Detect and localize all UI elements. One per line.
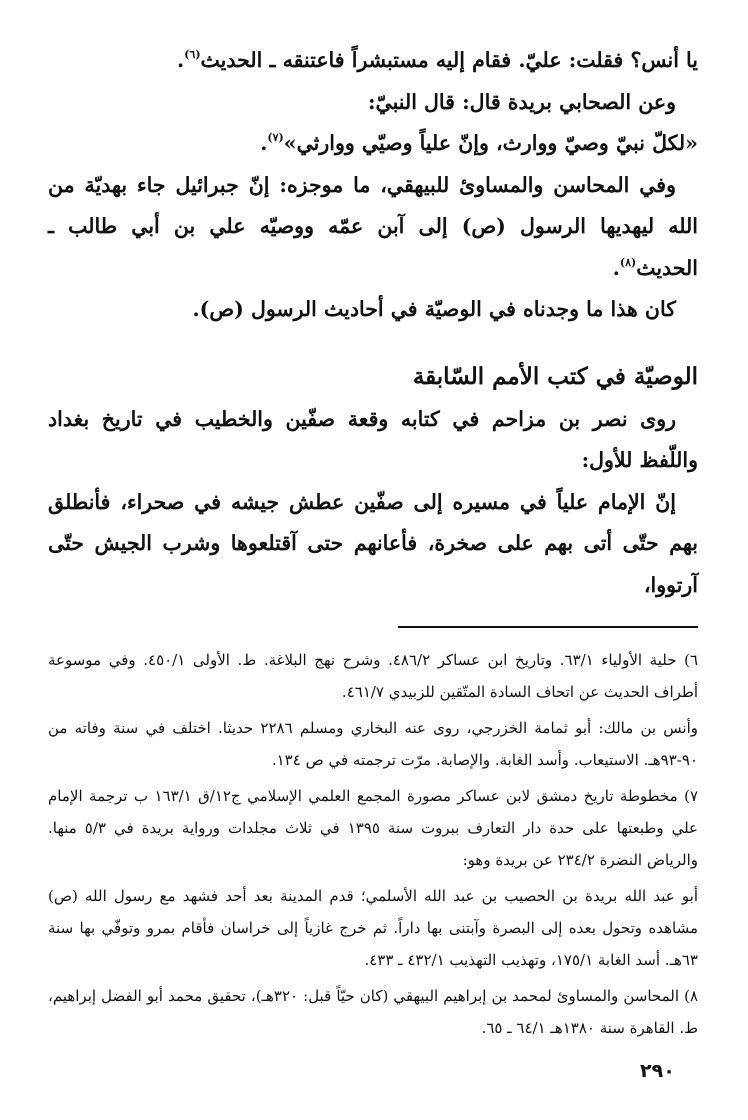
paragraph-2 <box>48 82 698 124</box>
paragraph-7-text: إنّ الإمام علياً في مسيره إلى صفّين عطش جيشه في صحراء، فأنطلق بهم حتّى أتى بهم على صخرة، فأعانهم حتى آقتلعوها وشرب الجيش حتّى آرتووا، <box>48 489 698 597</box>
page-number: ٢٩٠ <box>640 1060 675 1082</box>
footnote-6: ٦) حلية الأولياء ٦٣/١. وتاريخ ابن عساكر ٤٨٦/٢. وشرح نهج البلاغة. ط. الأولى ٤٥٠/١. وفي موسوعة أطراف الحديث عن اتحاف السادة المتّقين للزبيدي ٤٦١/٧. <box>48 651 698 701</box>
footnote-ref-8: (٨) <box>619 255 637 269</box>
footnote-7: ٧) مخطوطة تاريخ دمشق لابن عساكر مصورة المجمع العلمي الإسلامي ج١٢/ق ١٦٣/١ ب ترجمة الإمام علي وطبعتها على حدة دار التعارف ببروت سنة ١٣٩٥ في ثلاث مجلدات ورواية بريدة في ٥/٣ منها. والرياض النضرة ٢٣٤/٢ عن بريدة وهو: <box>48 787 699 869</box>
paragraph-5 <box>48 289 698 331</box>
paragraph-6-text: روى نصر بن مزاحم في كتابه وقعة صفّين والخطيب في تاريخ بغداد واللّفظ للأول: <box>48 406 698 472</box>
paragraph-3: «لكلّ نبيّ وصيّ ووارث، وإنّ علياً وصيّي ووارثي»$^{(٧)}$. <box>260 131 698 155</box>
footnote-ref-6: (٦) <box>184 48 201 61</box>
paragraph-1: يا أنس؟ فقلت: عليّ. فقام إليه مستبشراً فاعتنقه ـ الحديث$^{(٦)}$. <box>177 48 698 72</box>
paragraph-7 <box>48 482 698 607</box>
footnotes <box>48 644 698 1044</box>
paragraph-4: وفي المحاسن والمساوئ للبيهقي، ما موجزه: إنّ جبرائيل جاء بهديّة من الله ليهديها الرسول (ص) إلى آبن عمّه ووصيّه علي بن أبي طالب ـ الحديث$^{(٨)}$. <box>48 172 698 280</box>
footnote-6-note: وأنس بن مالك: أبو ثمامة الخزرجي، روى عنه البخاري ومسلم ٢٢٨٦ حديثا. اختلف في سنة وفاته من ٩٠-٩٣هـ. الاستيعاب. وأسد الغابة. والإصابة. مرّت ترجمته في ص ١٣٤. <box>48 719 699 769</box>
book-page <box>48 40 698 1100</box>
section-heading: الوصيّة في كتب الأمم السّابقة <box>412 362 698 390</box>
paragraph-4-text: وفي المحاسن والمساوئ للبيهقي، ما موجزه: إنّ جبرائيل جاء بهديّة من الله ليهديها الرسول (ص) إلى آبن عمّه ووصيّه علي بن أبي طالب ـ الحديث <box>48 172 698 280</box>
paragraph-5-text: كان هذا ما وجدناه في الوصيّة في أحاديث الرسول (ص). <box>192 297 676 321</box>
main-text <box>48 40 698 606</box>
footnote-ref-7: (٧) <box>267 131 284 144</box>
paragraph-3-text: «لكلّ نبيّ وصيّ ووارث، وإنّ علياً وصيّي ووارثي» <box>283 131 698 155</box>
footnote-7-note: أبو عبد الله بريدة بن الحصيب بن عبد الله الأسلمي؛ قدم المدينة بعد أحد فشهد مع رسول الله (ص) مشاهده وتحول بعده إلى البصرة وآبتنى بها داراً. ثم خرج غازياً إلى خراسان فأقام بمرو وتوفّي بها سنة ٦٣هـ. أسد الغابة ١٧٥/١، وتهذيب التهذيب ٤٣٢/١ ـ ٤٣٣. <box>48 887 698 969</box>
paragraph-6 <box>48 399 698 482</box>
footnote-divider <box>398 626 698 628</box>
paragraph-2-text: وعن الصحابي بريدة قال: قال النبيّ: <box>367 89 676 114</box>
paragraph-1-text: يا أنس؟ فقلت: عليّ. فقام إليه مستبشراً فاعتنقه ـ الحديث <box>200 48 698 72</box>
footnote-8: ٨) المحاسن والمساوئ لمحمد بن إبراهيم البيهقي (كان حيّاً قبل: ٣٢٠هـ)، تحقيق محمد أبو الفضل إبراهيم، ط. القاهرة سنة ١٣٨٠هـ ٦٤/١ ـ ٦٥. <box>48 987 698 1037</box>
